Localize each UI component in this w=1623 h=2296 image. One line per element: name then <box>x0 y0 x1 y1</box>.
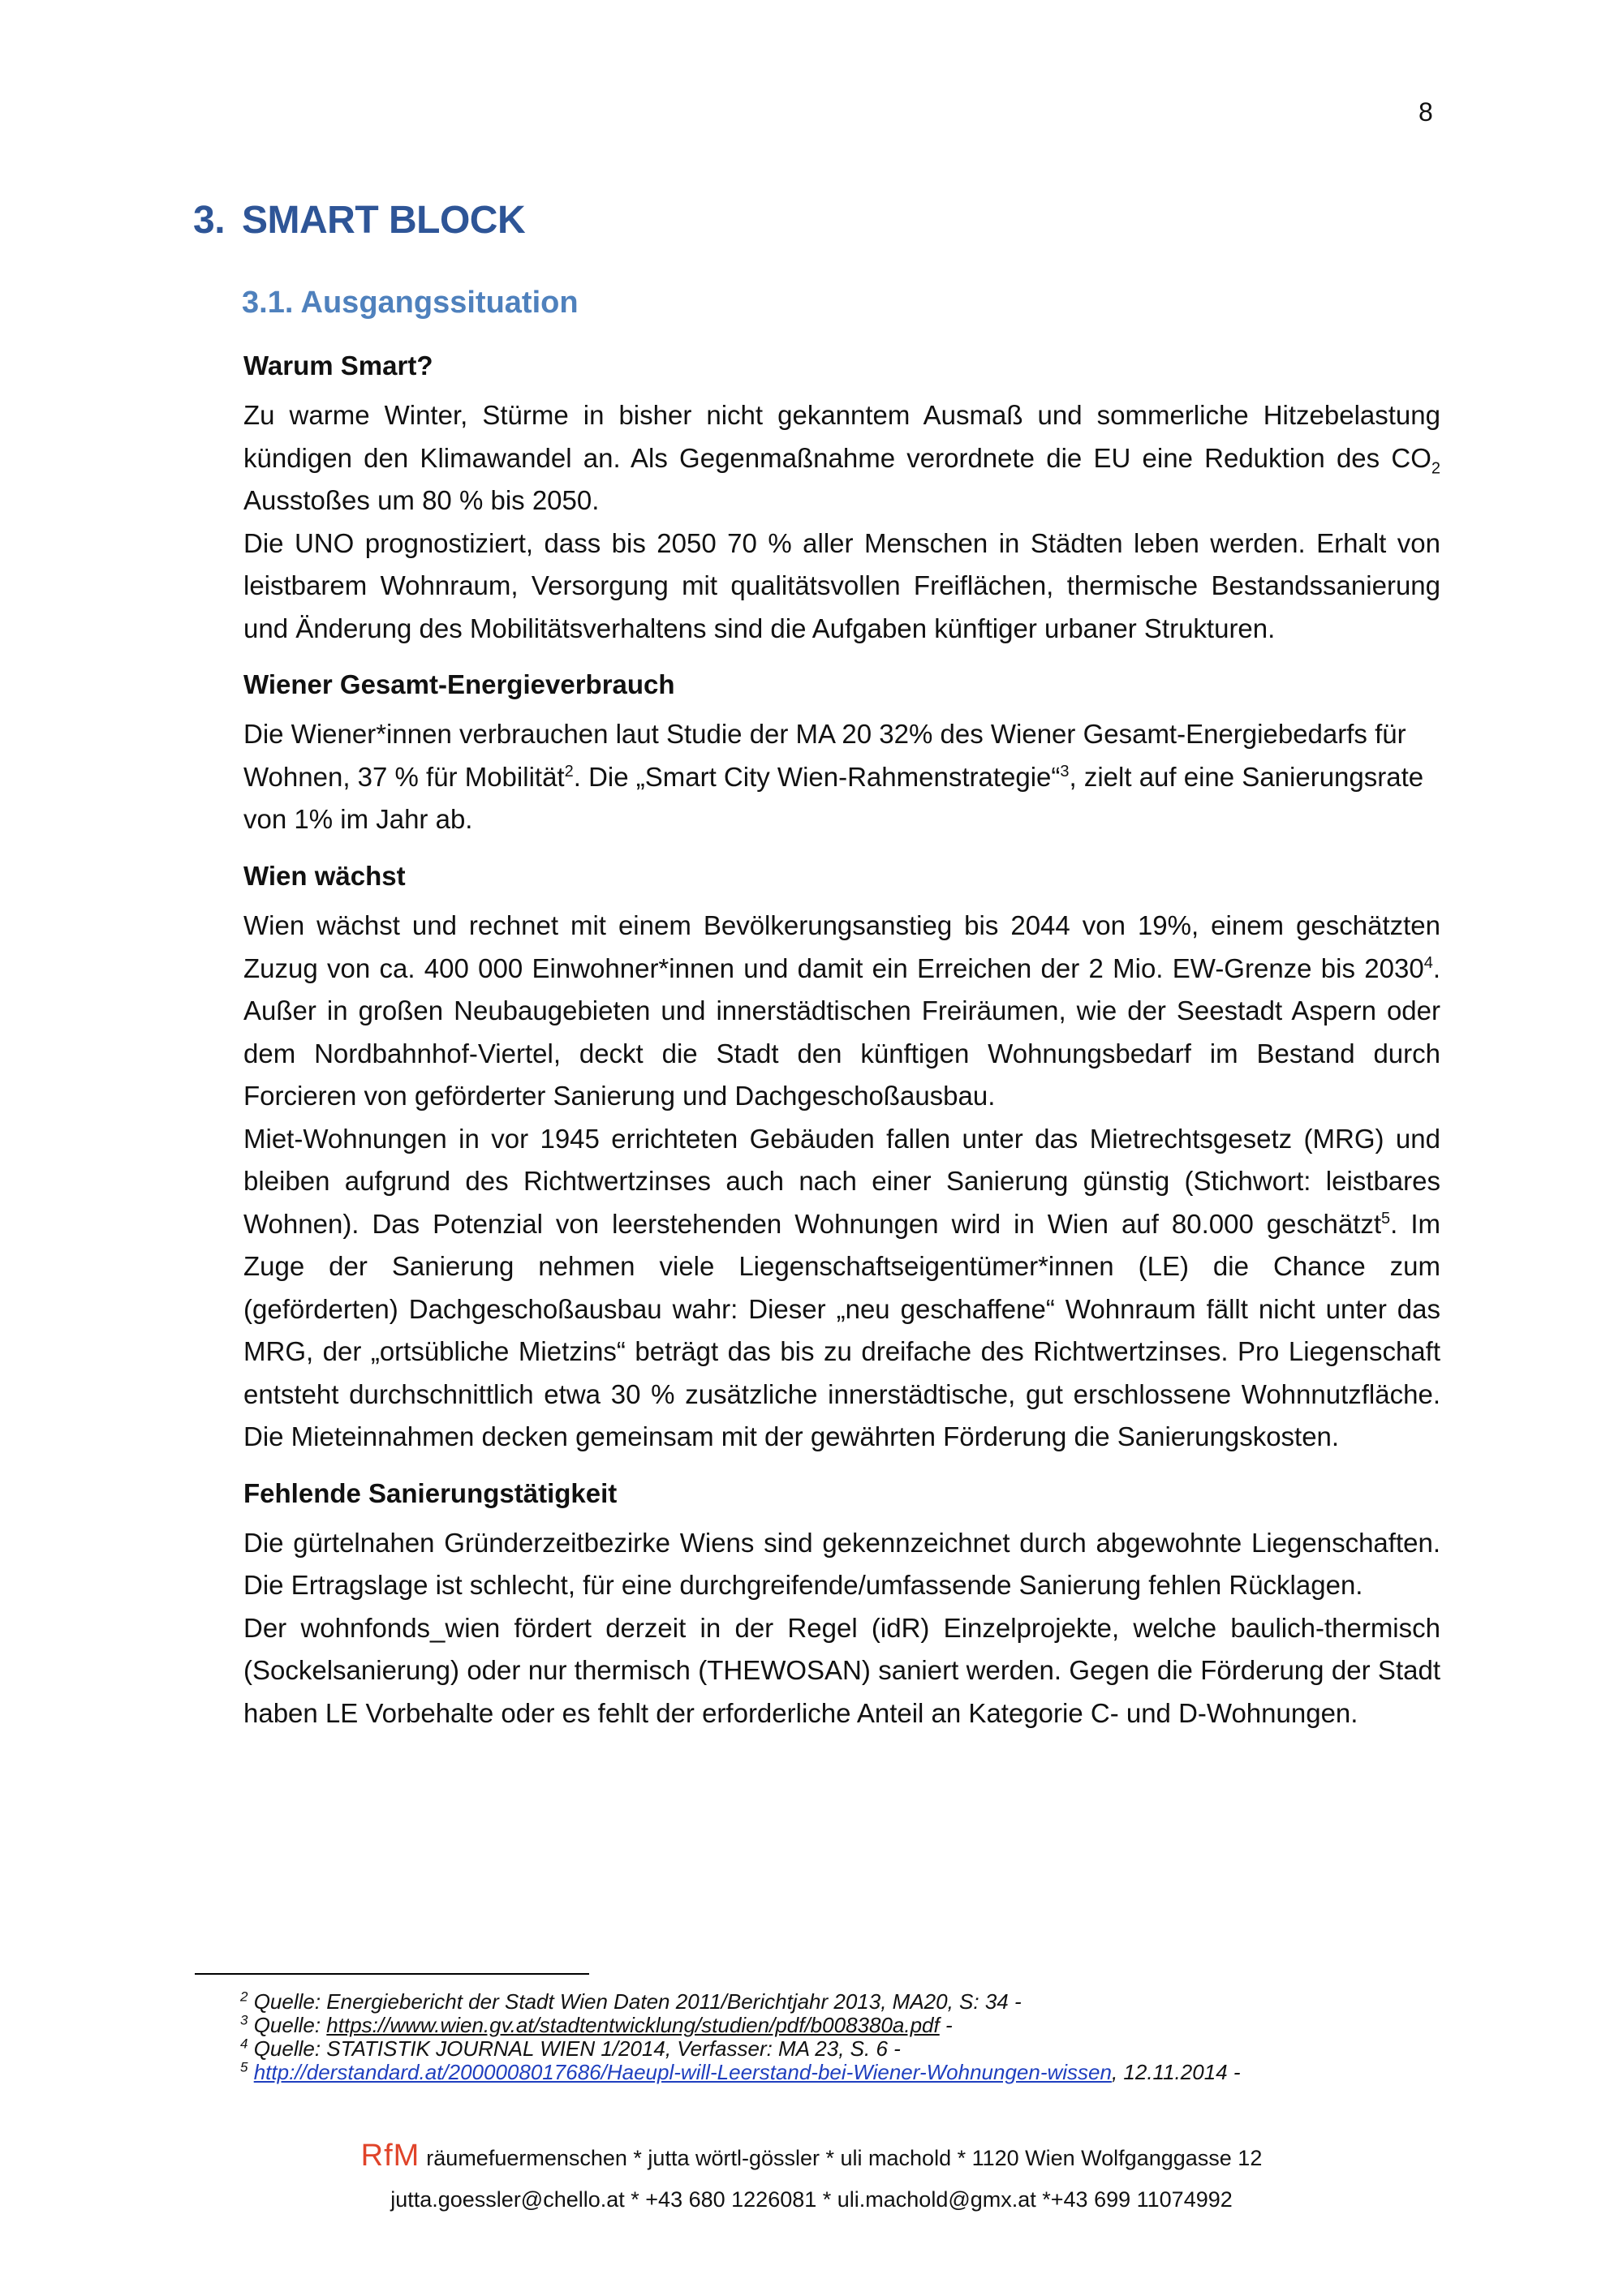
footer-contact: jutta.goessler@chello.at * +43 680 1226081 * uli.machold@gmx.at *+43 699 11074992 <box>390 2187 1233 2212</box>
page-number: 8 <box>1419 97 1433 127</box>
section-warum-smart <box>243 347 1440 650</box>
footnote-5-link[interactable]: http://derstandard.at/2000008017686/Haeupl-will-Leerstand-bei-Wiener-Wohnungen-wissen <box>253 2060 1112 2084</box>
footnote-ref: 5 <box>1381 1209 1391 1228</box>
paragraph: Miet-Wohnungen in vor 1945 errichteten Gebäuden fallen unter das Mietrechtsgesetz (MRG) und bleiben aufgrund des Richtwertzinses auch nach einer Sanierung günstig (Stichwort: leistbares Wohnen). Das Potenzial von leerstehenden Wohnungen wird in Wien auf 80.000 geschätzt$^5$. Im Zuge der Sanierung nehmen viele Liegenschaftseigentümer*innen (LE) die Chance zum (geförderten) Dachgeschoßausbau wahr: Dieser „neu geschaffene“ Wohnraum fällt nicht unter das MRG, der „ortsübliche Mietzins“ beträgt das bis zu dreifache des Richtwertzinses. Pro Liegenschaft entsteht durchschnittlich etwa 30 % zusätzliche innerstädtische, gut erschlossene Wohnnutzfläche. Die Mieteinnahmen decken gemeinsam mit der gewährten Förderung die Sanierungskosten. <box>243 1123 1440 1452</box>
footnote-separator <box>195 1973 589 1975</box>
footnote-5: $^5$ http://derstandard.at/2000008017686/Haeupl-will-Leerstand-bei-Wiener-Wohnungen-wissen, 12.11.2014 - <box>240 2059 1241 2084</box>
section-fehlende-sanierung <box>243 1475 1440 1735</box>
paragraph: Die UNO prognostiziert, dass bis 2050 70 % aller Menschen in Städten leben werden. Erhalt von leistbarem Wohnraum, Versorgung mit qualitätsvollen Freiflächen, thermische Bestandssanierung und Änderung des Mobilitätsverhaltens sind die Aufgaben künftiger urbaner Strukturen. <box>243 527 1440 643</box>
footnote-ref: 3 <box>1060 762 1070 780</box>
footnote-2: $^2$ Quelle: Energiebericht der Stadt Wien Daten 2011/Berichtjahr 2013, MA20, S: 34 - <box>240 1989 1022 2014</box>
section-energieverbrauch <box>243 666 1440 841</box>
subheading-warum-smart: Warum Smart? <box>243 350 433 381</box>
paragraph: Wien wächst und rechnet mit einem Bevölkerungsanstieg bis 2044 von 19%, einem geschätzten Zuzug von ca. 400 000 Einwohner*innen und damit ein Erreichen der 2 Mio. EW-Grenze bis 2030$^4$. Außer in großen Neubaugebieten und innerstädtischen Freiräumen, wie der Seestadt Aspern oder dem Nordbahnhof-Viertel, deckt die Stadt den künftigen Wohnungsbedarf im Bestand durch Forcieren von geförderter Sanierung und Dachgeschoßausbau. <box>243 910 1440 1111</box>
footnotes <box>240 1990 1457 2084</box>
paragraph: Zu warme Winter, Stürme in bisher nicht gekanntem Ausmaß und sommerliche Hitzebelastung kündigen den Klimawandel an. Als Gegenmaßnahme verordnete die EU eine Reduktion des $CO_2$ Ausstoßes um 80 % bis 2050. <box>243 400 1440 516</box>
footer-address: RfM räumefuermenschen * jutta wörtl-gössler * uli machold * 1120 Wien Wolfganggasse 12 <box>360 2139 1263 2173</box>
subheading-energieverbrauch: Wiener Gesamt-Energieverbrauch <box>243 669 675 700</box>
rfm-logo: RfM <box>360 2139 420 2173</box>
footnote-ref: 4 <box>1423 953 1433 972</box>
paragraph: Der wohnfonds_wien fördert derzeit in der Regel (idR) Einzelprojekte, welche baulich-thermisch (Sockelsanierung) oder nur thermisch (THEWOSAN) saniert werden. Gegen die Förderung der Stadt haben LE Vorbehalte oder es fehlt der erforderliche Anteil an Kategorie C- und D-Wohnungen. <box>243 1612 1440 1728</box>
section-title: 3.1. Ausgangssituation <box>242 286 579 320</box>
footnote-4: $^4$ Quelle: STATISTIK JOURNAL WIEN 1/2014, Verfasser: MA 23, S. 6 - <box>240 2036 901 2061</box>
section-wien-waechst <box>243 858 1440 1459</box>
footnote-3: $^3$ Quelle: https://www.wien.gv.at/stadtentwicklung/studien/pdf/b008380a.pdf - <box>240 2012 953 2037</box>
paragraph: Die Wiener*innen verbrauchen laut Studie der MA 20 32% des Wiener Gesamt-Energiebedarfs für Wohnen, 37 % für Mobilität$^2$. Die „Smart City Wien-Rahmenstrategie“$^3$, zielt auf eine Sanierungsrate von 1% im Jahr ab. <box>243 719 1424 835</box>
paragraph: Die gürtelnahen Gründerzeitbezirke Wiens sind gekennzeichnet durch abgewohnte Liegenschaften. Die Ertragslage ist schlecht, für eine durchgreifende/umfassende Sanierung fehlen Rücklagen. <box>243 1527 1440 1601</box>
body-content <box>243 347 1440 1751</box>
chapter-title <box>193 198 525 243</box>
footnote-3-link[interactable]: https://www.wien.gv.at/stadtentwicklung/studien/pdf/b008380a.pdf <box>326 2013 940 2037</box>
subheading-wien-waechst: Wien wächst <box>243 860 406 891</box>
chapter-number: 3. <box>193 199 226 242</box>
subheading-fehlende-sanierung: Fehlende Sanierungstätigkeit <box>243 1477 618 1508</box>
footnote-ref: 2 <box>564 762 574 780</box>
chapter-title-text: SMART BLOCK <box>242 199 526 242</box>
